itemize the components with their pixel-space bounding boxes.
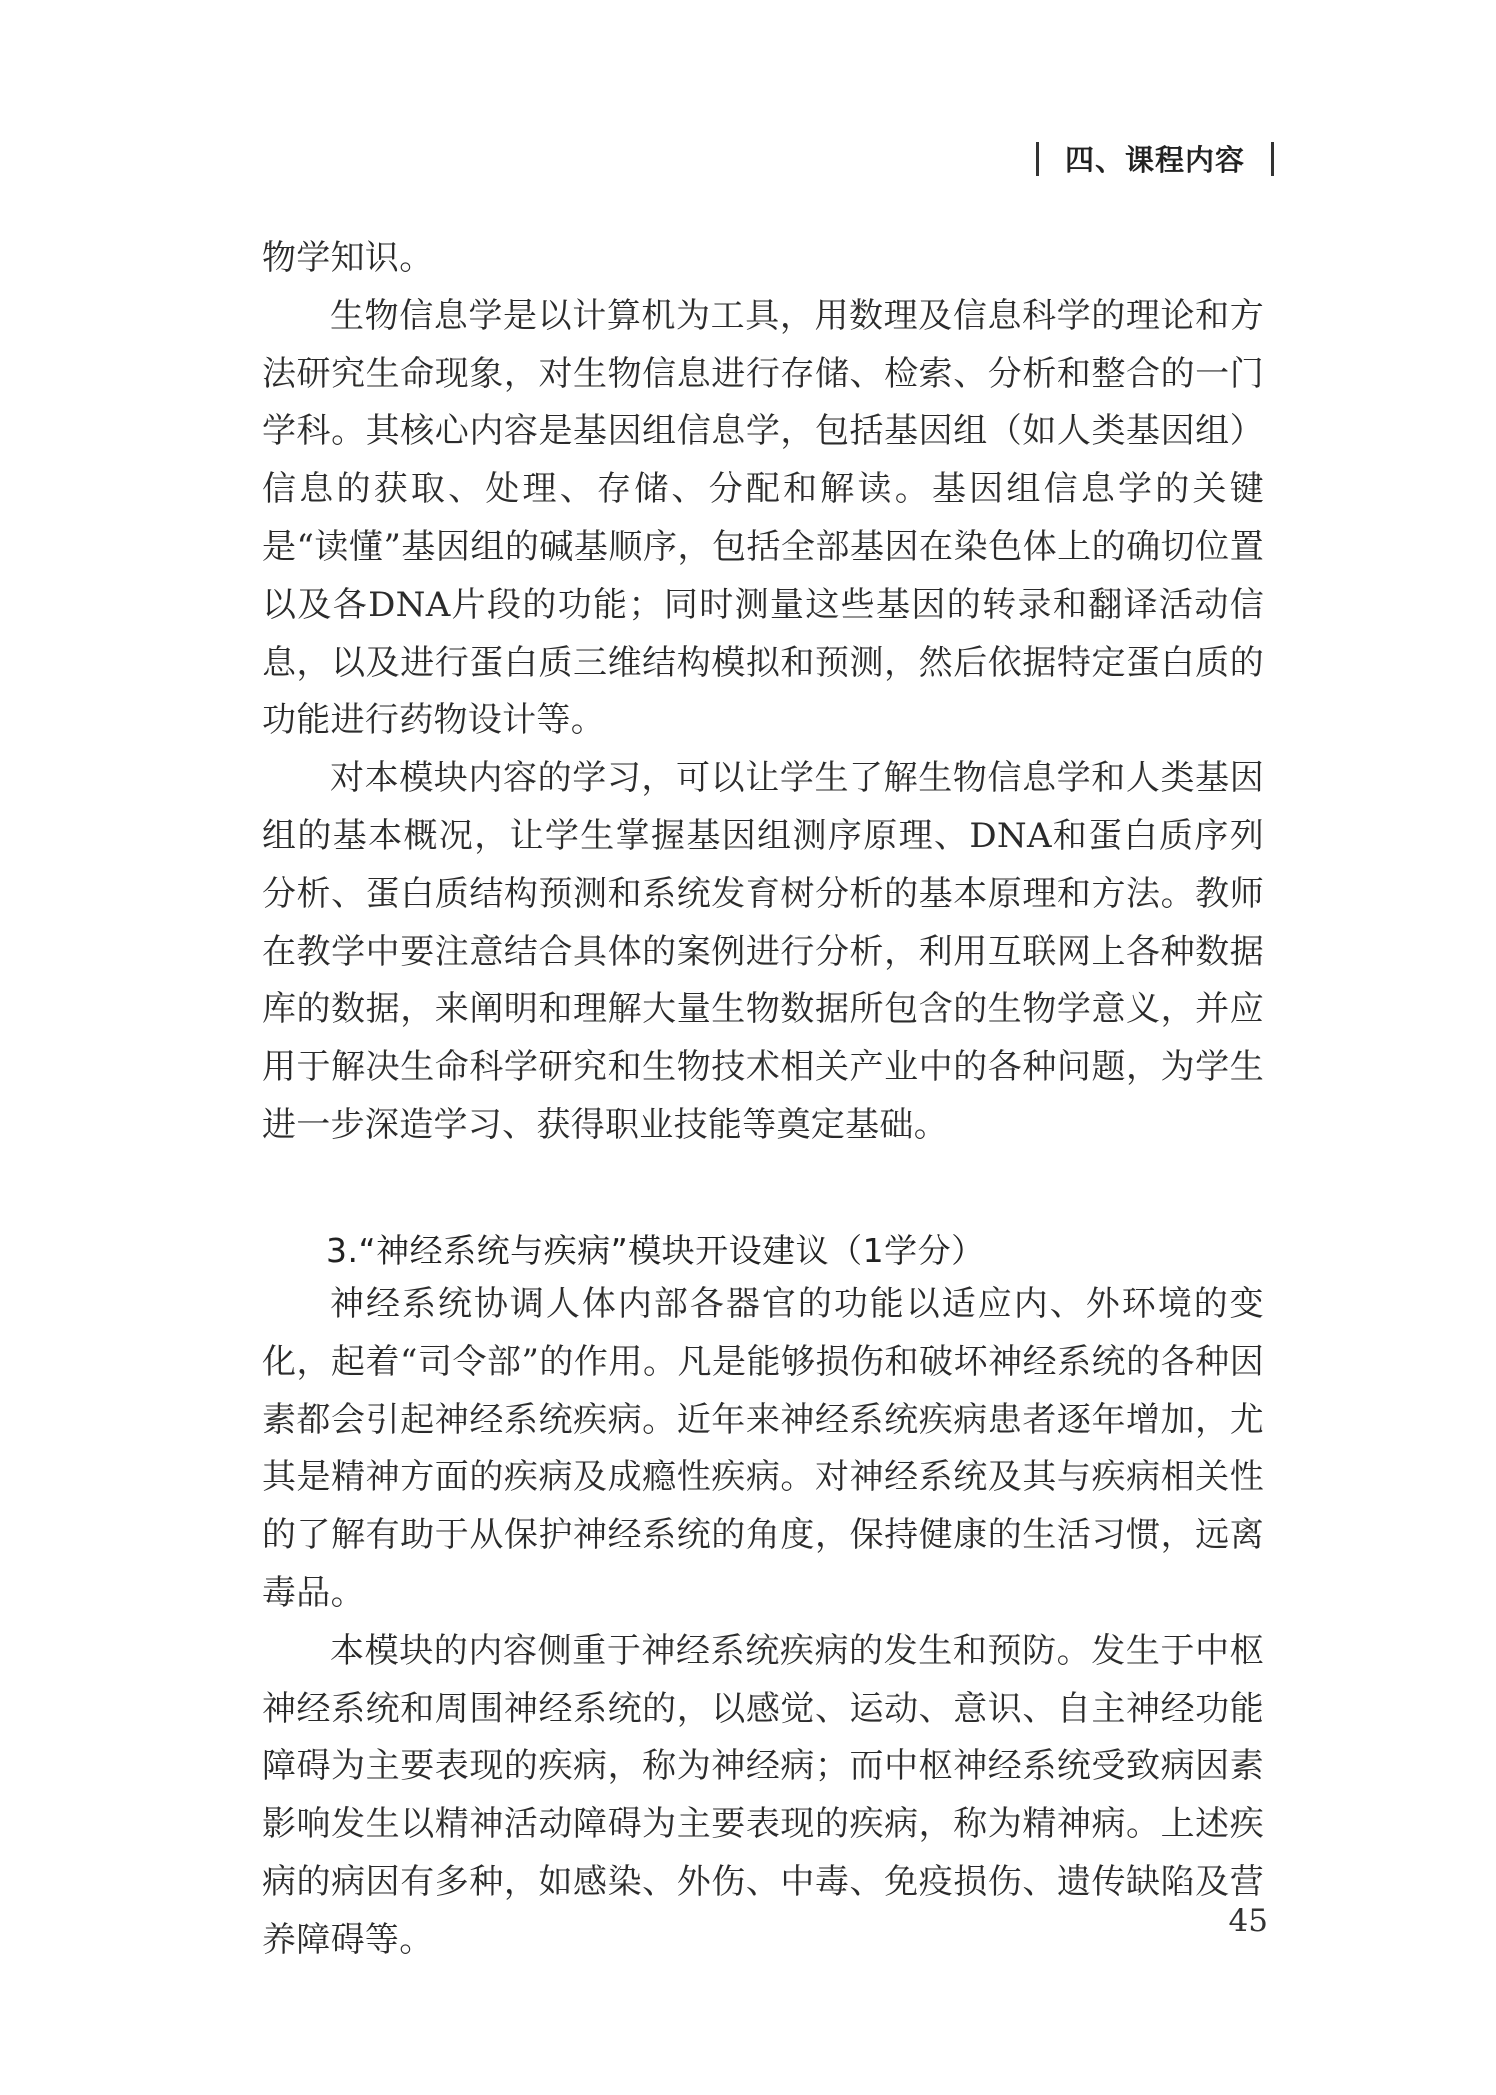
header-section-title: 四、课程内容 <box>1064 143 1245 177</box>
paragraph-bioinformatics-definition: 生物信息学是以计算机为工具，用数理及信息科学的理论和方法研究生命现象，对生物信息进行存储、检索、分析和整合的一门学科。其核心内容是基因组信息学，包括基因组（如人类基因组）信息的获取、处理、存储、分配和解读。基因组信息学的关键是“读懂”基因组的碱基顺序，包括全部基因在染色体上的确切位置以及各DNA片段的功能；同时测量这些基因的转录和翻译活动信息，以及进行蛋白质三维结构模拟和预测，然后依据特定蛋白质的功能进行药物设计等。 <box>262 295 1264 741</box>
section-heading: 3.“神经系统与疾病”模块开设建议（1学分） <box>326 1231 985 1270</box>
paragraph-module-focus: 本模块的内容侧重于神经系统疾病的发生和预防。发生于中枢神经系统和周围神经系统的，以感觉、运动、意识、自主神经功能障碍为主要表现的疾病，称为神经病；而中枢神经系统受致病因素影响发生以精神活动障碍为主要表现的疾病，称为精神病。上述疾病的病因有多种，如感染、外伤、中毒、免疫损伤、遗传缺陷及营养障碍等。 <box>262 1630 1264 1960</box>
body-text-lower <box>262 1276 1264 1970</box>
paragraph-nervous-system-intro: 神经系统协调人体内部各器官的功能以适应内、外环境的变化，起着“司令部”的作用。凡是能够损伤和破坏神经系统的各种因素都会引起神经系统疾病。近年来神经系统疾病患者逐年增加，尤其是精神方面的疾病及成瘾性疾病。对神经系统及其与疾病相关性的了解有助于从保护神经系统的角度，保持健康的生活习惯，远离毒品。 <box>262 1284 1264 1613</box>
header-divider-left <box>1036 142 1039 176</box>
header-divider-right <box>1271 142 1274 176</box>
running-header <box>1036 138 1274 179</box>
body-text-upper <box>262 230 1264 1155</box>
paragraph-module-learning-goals: 对本模块内容的学习，可以让学生了解生物信息学和人类基因组的基本概况，让学生掌握基因组测序原理、DNA和蛋白质序列分析、蛋白质结构预测和系统发育树分析的基本原理和方法。教师在教学中要注意结合具体的案例进行分析，利用互联网上各种数据库的数据，来阐明和理解大量生物数据所包含的生物学意义，并应用于解决生命科学研究和生物技术相关产业中的各种问题，为学生进一步深造学习、获得职业技能等奠定基础。 <box>262 758 1264 1145</box>
paragraph-continuation: 物学知识。 <box>262 238 434 278</box>
page-number: 45 <box>1228 1903 1268 1939</box>
